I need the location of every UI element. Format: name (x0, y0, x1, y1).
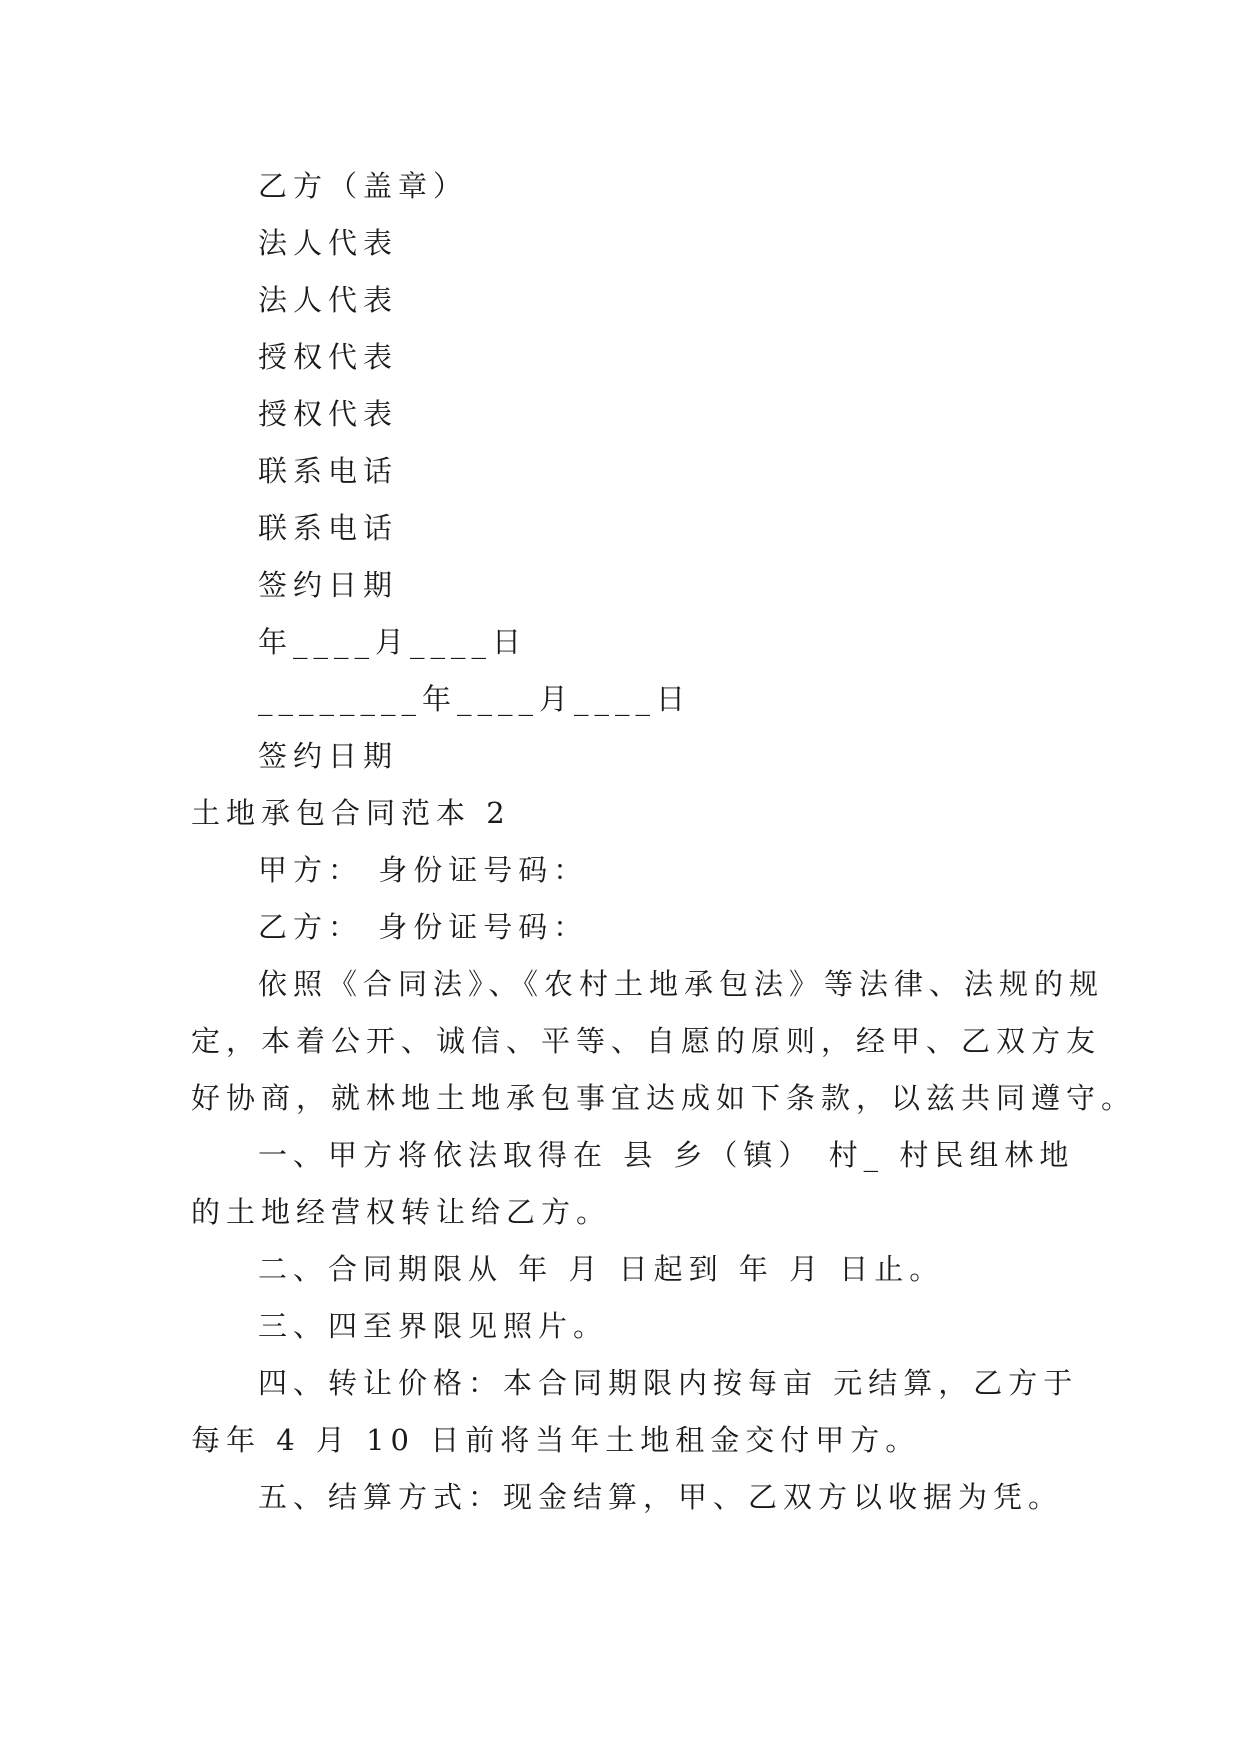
text-line: 法人代表 (258, 226, 399, 260)
text-line: 甲方： 身份证号码： (258, 853, 589, 887)
paragraph-line: 定，本着公开、诚信、平等、自愿的原则，经甲、乙双方友 (191, 1024, 1102, 1058)
clause-line: 四、转让价格：本合同期限内按每亩 元结算，乙方于 (258, 1366, 1079, 1400)
clause-line: 一、甲方将依法取得在 县 乡（镇） 村_ 村民组林地 (258, 1138, 1075, 1172)
text-line: 乙方： 身份证号码： (258, 910, 589, 944)
clause-line: 五、结算方式：现金结算，甲、乙双方以收据为凭。 (258, 1480, 1064, 1514)
text-line: 乙方（盖章） (258, 169, 469, 203)
clause-line: 的土地经营权转让给乙方。 (191, 1195, 612, 1229)
clause-line: 每年 4 月 10 日前将当年土地租金交付甲方。 (191, 1423, 921, 1457)
paragraph-line: 依照《合同法》、《农村土地承包法》等法律、法规的规 (258, 967, 1105, 1001)
date-line: 年____月____日 (258, 625, 528, 659)
section-title: 土地承包合同范本 2 (191, 796, 511, 830)
text-line: 签约日期 (258, 568, 399, 602)
date-line: ________年____月____日 (258, 682, 692, 716)
clause-line: 二、合同期限从 年 月 日起到 年 月 日止。 (258, 1252, 945, 1286)
text-line: 联系电话 (258, 511, 399, 545)
text-line: 签约日期 (258, 739, 399, 773)
text-line: 授权代表 (258, 340, 399, 374)
clause-line: 三、四至界限见照片。 (258, 1309, 609, 1343)
text-line: 法人代表 (258, 283, 399, 317)
text-line: 授权代表 (258, 397, 399, 431)
text-line: 联系电话 (258, 454, 399, 488)
paragraph-line: 好协商，就林地土地承包事宜达成如下条款，以兹共同遵守。 (191, 1081, 1137, 1115)
